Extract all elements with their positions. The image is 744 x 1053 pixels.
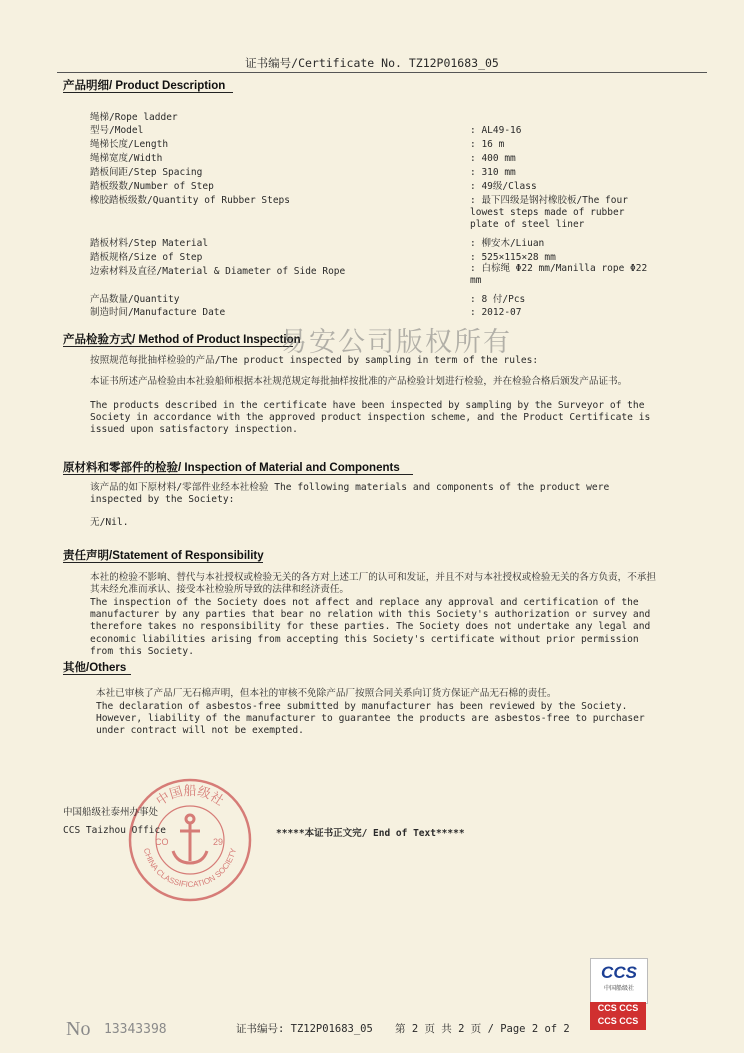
seal-text-left: CO bbox=[155, 837, 169, 847]
responsibility-paragraph-cn: 本社的检验不影响、替代与本社授权或检验无关的各方对上述工厂的认可和发证，并且不对与本社授权或检验无关的各方负责，不承担其未经允准而承认、接受本社检验所导致的法律和经济责任。 bbox=[90, 572, 657, 596]
inspection-paragraph-en: The products described in the certificate have been inspected by sampling by the Surveyor of the Society in accordance with the approved product inspection scheme, and the Product Certificate is issued upon satisfactory inspection. bbox=[90, 400, 651, 436]
header-rule bbox=[57, 72, 707, 73]
section-title-product-description: 产品明细/ Product Description bbox=[63, 80, 226, 92]
material-paragraph: 该产品的如下原材料/零部件业经本社检验 The following materials and components of the product were inspected by the Society: bbox=[90, 482, 610, 506]
row-value-length: : 16 m bbox=[470, 139, 505, 150]
row-label-number-of-step: 踏板级数/Number of Step bbox=[90, 181, 214, 192]
others-paragraph-en: The declaration of asbestos-free submitted by manufacturer has been reviewed by the Society. However, liability of the manufacturer to guarantee the products are asbestos-free to purchaser under contract will not be exempted. bbox=[96, 701, 645, 737]
anchor-icon bbox=[173, 815, 207, 863]
row-value-model: : AL49-16 bbox=[470, 125, 522, 136]
row-value-quantity: : 8 付/Pcs bbox=[470, 294, 526, 305]
row-label-quantity: 产品数量/Quantity bbox=[90, 294, 180, 305]
ccs-logo-text: CCS bbox=[601, 963, 637, 982]
section-underline bbox=[63, 562, 263, 563]
ccs-logo-subtext: 中国船级社 bbox=[603, 985, 634, 992]
copyright-watermark: 易安公司版权所有 bbox=[280, 327, 512, 358]
section-title-responsibility: 责任声明/Statement of Responsibility bbox=[63, 550, 264, 562]
seal-text-top: 中国船级社 bbox=[153, 784, 227, 810]
footer-cert-number: 证书编号: TZ12P01683_05 bbox=[236, 1023, 373, 1035]
ccs-logo-band bbox=[590, 1002, 646, 1030]
ccs-logo-band-line: CCS CCS bbox=[597, 1016, 639, 1026]
row-label-rubber-steps: 橡胶踏板级数/Quantity of Rubber Steps bbox=[90, 195, 290, 206]
section-underline bbox=[63, 674, 131, 675]
ccs-logo-band-line: CCS CCS bbox=[597, 1003, 639, 1013]
row-value-number-of-step: : 49级/Class bbox=[470, 181, 537, 192]
ccs-seal-stamp bbox=[125, 775, 255, 905]
footer-page-number: 第 2 页 共 2 页 / Page 2 of 2 bbox=[395, 1023, 570, 1035]
section-underline bbox=[63, 92, 233, 93]
section-title-others: 其他/Others bbox=[63, 662, 127, 674]
ccs-logo bbox=[590, 958, 646, 1030]
row-label-width: 绳梯宽度/Width bbox=[90, 153, 163, 164]
section-underline bbox=[63, 346, 293, 347]
responsibility-paragraph-en: The inspection of the Society does not affect and replace any approval and certification of the manufacturer by any parties that bear no relation with this Society's authorization or survey and therefore takes no responsibility for these parties. The Society does not undertake any legal and economic liabilities arising from accepting this Society's certificate without prior permission from this Society. bbox=[90, 597, 651, 657]
seal-text-right: 29 bbox=[213, 837, 224, 847]
material-nil: 无/Nil. bbox=[90, 517, 129, 528]
item-name: 绳梯/Rope ladder bbox=[90, 112, 178, 123]
row-label-manufacture-date: 制造时间/Manufacture Date bbox=[90, 307, 226, 318]
inspection-paragraph-cn: 本证书所述产品检验由本社验船师根据本社规范规定每批抽样按批准的产品检验计划进行检验，并在检验合格后颁发产品证书。 bbox=[90, 376, 628, 387]
office-name-cn: 中国船级社泰州办事处 bbox=[63, 807, 159, 818]
row-label-model: 型号/Model bbox=[90, 125, 144, 136]
row-value-side-rope: : 白棕绳 Φ22 mm/Manilla rope Φ22 mm bbox=[470, 263, 648, 286]
section-title-inspection-method: 产品检验方式/ Method of Product Inspection bbox=[63, 334, 301, 346]
end-of-text: *****本证书正文完/ End of Text***** bbox=[276, 828, 465, 839]
row-label-step-material: 踏板材料/Step Material bbox=[90, 238, 209, 249]
row-value-manufacture-date: : 2012-07 bbox=[470, 307, 522, 318]
seal-text-bottom: CHINA CLASSIFICATION SOCIETY bbox=[141, 847, 239, 890]
row-label-length: 绳梯长度/Length bbox=[90, 139, 169, 150]
section-title-material-inspection: 原材料和零部件的检验/ Inspection of Material and Components bbox=[63, 462, 400, 474]
row-label-side-rope: 边索材料及直径/Material & Diameter of Side Rope bbox=[90, 266, 346, 277]
row-label-size-of-step: 踏板规格/Size of Step bbox=[90, 252, 203, 263]
serial-number: 13343398 bbox=[104, 1022, 167, 1037]
inspection-rules-line: 按照规范每批抽样检验的产品/The product inspected by sampling in term of the rules: bbox=[90, 355, 539, 366]
office-name-en: CCS Taizhou Office bbox=[63, 825, 166, 836]
certificate-number-header: 证书编号/Certificate No. TZ12P01683_05 bbox=[245, 56, 499, 70]
row-value-size-of-step: : 525×115×28 mm bbox=[470, 252, 556, 263]
section-underline bbox=[63, 474, 413, 475]
row-value-step-spacing: : 310 mm bbox=[470, 167, 516, 178]
row-label-step-spacing: 踏板间距/Step Spacing bbox=[90, 167, 203, 178]
row-value-rubber-steps: : 最下四级是钢衬橡胶板/The four lowest steps made of rubber plate of steel liner bbox=[470, 195, 628, 230]
row-value-width: : 400 mm bbox=[470, 153, 516, 164]
serial-prefix: No bbox=[66, 1018, 91, 1040]
row-value-step-material: : 柳安木/Liuan bbox=[470, 238, 545, 249]
others-paragraph-cn: 本社已审核了产品厂无石棉声明，但本社的审核不免除产品厂按照合同关系向订货方保证产品无石棉的责任。 bbox=[96, 688, 557, 699]
